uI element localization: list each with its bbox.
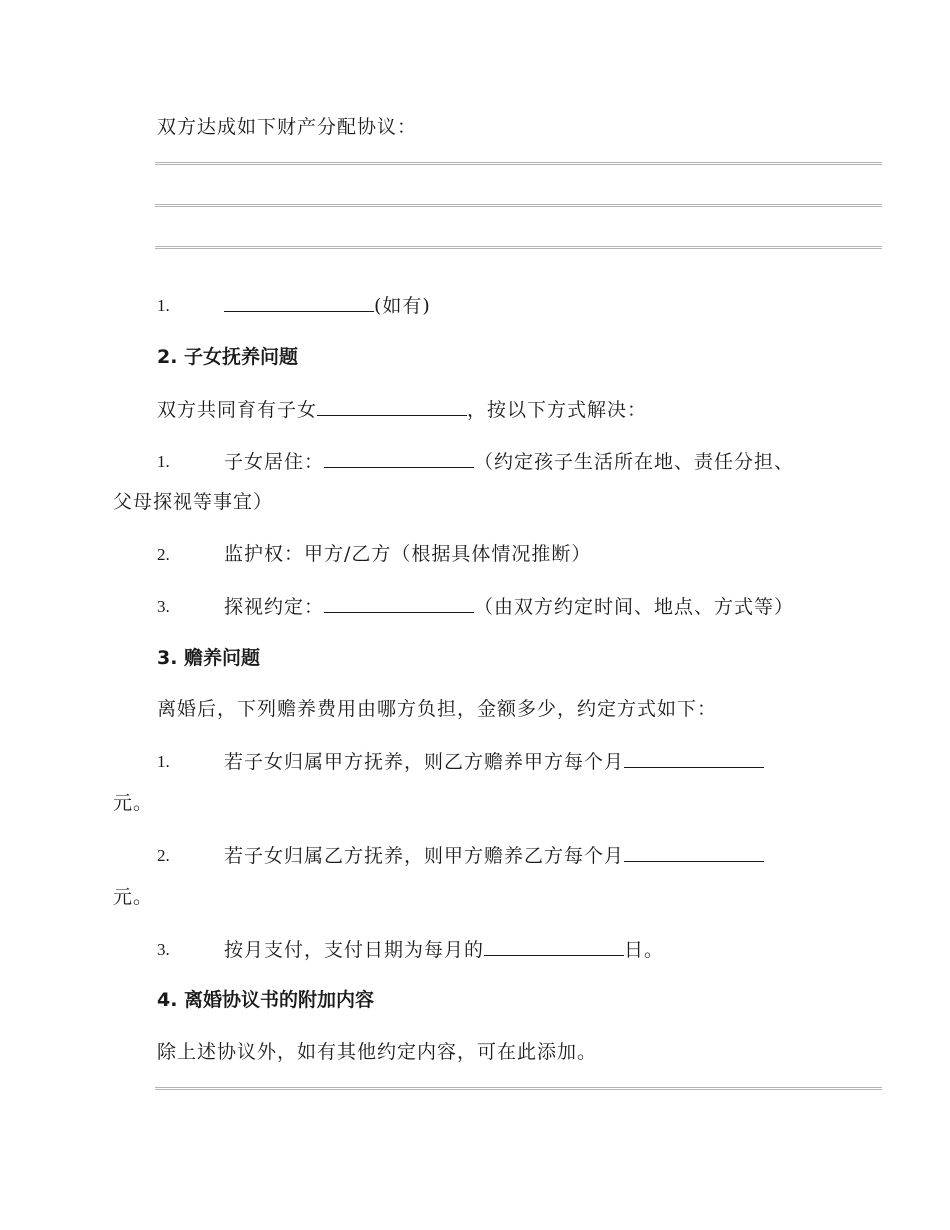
property-intro: 双方达成如下财产分配协议： <box>157 116 418 138</box>
fill-blank <box>317 397 467 416</box>
fill-blank <box>324 594 474 613</box>
list-number: 2. <box>157 545 170 564</box>
section-2-item-1 <box>224 449 794 474</box>
section-2-intro-suffix: ，按以下方式解决： <box>467 399 648 421</box>
fill-blank <box>624 749 764 768</box>
item-note: （由双方约定时间、地点、方式等） <box>474 596 795 618</box>
list-number: 2. <box>157 846 170 865</box>
section-4-intro: 除上述协议外，如有其他约定内容，可在此添加。 <box>157 1041 598 1063</box>
fill-blank <box>224 293 374 312</box>
section-3-item-3 <box>224 937 664 962</box>
item-label: 子女居住： <box>224 451 325 473</box>
section-3-heading: 3. 赡养问题 <box>157 647 261 669</box>
list-number: 1. <box>157 296 170 315</box>
list-number: 1. <box>157 752 170 771</box>
property-item-1 <box>224 293 431 318</box>
fill-blank <box>484 937 624 956</box>
section-2-intro-prefix: 双方共同育有子女 <box>157 399 318 421</box>
write-line-1 <box>155 162 882 165</box>
list-number: 1. <box>157 452 170 471</box>
write-line-2 <box>155 204 882 207</box>
section-2-item-1-continued: 父母探视等事宜） <box>113 491 274 513</box>
item-text: 若子女归属乙方抚养，则甲方赡养乙方每个月 <box>224 845 625 867</box>
section-3-intro: 离婚后，下列赡养费用由哪方负担，金额多少，约定方式如下： <box>157 698 718 720</box>
list-number: 3. <box>157 940 170 959</box>
item-suffix: 日。 <box>624 939 665 961</box>
section-2-intro <box>157 397 647 422</box>
section-2-item-2: 监护权：甲方/乙方（根据具体情况推断） <box>224 543 592 565</box>
item-label: 探视约定： <box>224 596 325 618</box>
section-3-item-1-continued: 元。 <box>113 792 154 814</box>
section-3-item-1 <box>224 749 764 774</box>
write-line-4 <box>155 1087 882 1090</box>
section-3-item-2-continued: 元。 <box>113 886 154 908</box>
property-item-1-suffix: (如有) <box>374 295 431 317</box>
item-text: 若子女归属甲方抚养，则乙方赡养甲方每个月 <box>224 751 625 773</box>
section-3-item-2 <box>224 843 764 868</box>
section-4-heading: 4. 离婚协议书的附加内容 <box>157 989 375 1011</box>
item-text: 按月支付，支付日期为每月的 <box>224 939 485 961</box>
fill-blank <box>324 449 474 468</box>
item-note: （约定孩子生活所在地、责任分担、 <box>474 451 795 473</box>
fill-blank <box>624 843 764 862</box>
section-2-item-3 <box>224 594 794 619</box>
write-line-3 <box>155 246 882 249</box>
list-number: 3. <box>157 597 170 616</box>
section-2-heading: 2. 子女抚养问题 <box>157 346 299 368</box>
